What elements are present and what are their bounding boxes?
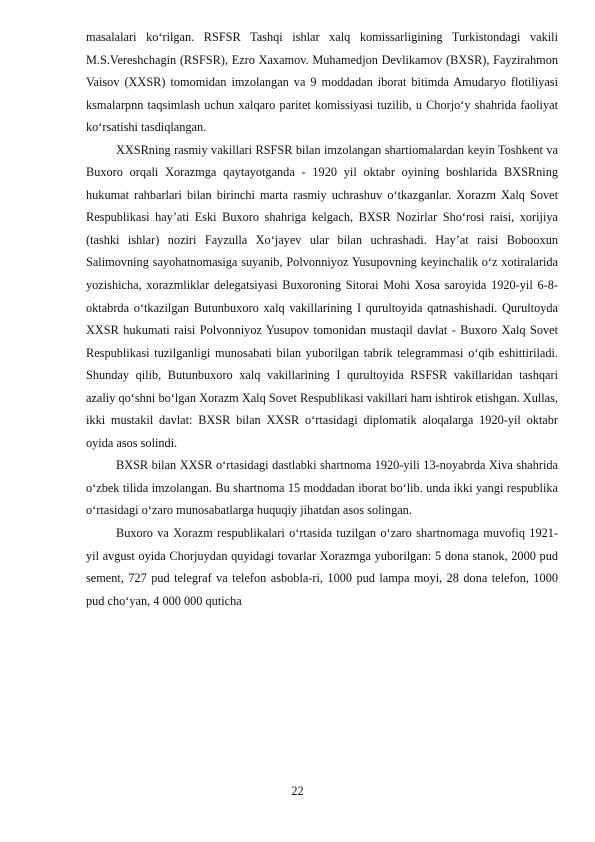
page-number: 22 — [291, 784, 304, 798]
document-page — [86, 26, 558, 612]
paragraph-4: Buxoro va Xorazm respublikalari o‘rtasida tuzilgan o‘zaro shartnomaga muvofiq 1921-yil avgust oyida Chorjuydan quyidagi tovarlar Xorazmga yuborilgan: 5 dona stanok, 2000 pud sement, 727 pud telegraf va telefon asbobla-ri, 1000 pud lampa moyi, 28 dona telefon, 1000 pud cho‘yan, 4 000 000 quticha — [86, 526, 558, 608]
paragraph-1: masalalari ko‘rilgan. RSFSR Tashqi ishlar xalq komissarligining Turkistondagi vakili M.S.Vereshchagin (RSFSR), Ezro Xaxamov. Muhamedjon Devlikamov (BXSR), Fayzirahmon Vaisov (XXSR) tomomidan imzolangan va 9 moddadan iborat bitimda Amudaryo flotiliyasi ksmalarpnn taqsimlash uchun xalqaro paritet komissiyasi tuzilib, u Chorjo‘y shahrida faoliyat ko‘rsatishi tasdiqlangan. — [86, 30, 558, 135]
paragraph-2: XXSRning rasmiy vakillari RSFSR bilan imzolangan shartiomalardan keyin Toshkent va Buxoro orqali Xorazmga qaytayotganda - 1920 yil oktabr oyining boshlarida BXSRning hukumat rahbarlari bilan birinchi marta rasmiy uchrashuv o‘tkazganlar. Xorazm Xalq Sovet Respublikasi hay’ati Eski Buxoro shahriga kelgach, BXSR Nozirlar Sho‘rosi raisi, xorijiya (tashki ishlar) noziri Fayzulla Xo‘jayev ular bilan uchrashadi. Hay’at raisi Bobooxun Salimovning sayohatnomasiga suyanib, Polvonniyoz Yusupovning keyinchalik o‘z xotiralarida yozishicha, xorazmliklar delegatsiyasi Buxoroning Sitorai Mohi Xosa saroyida 1920-yil 6-8-oktabrda o‘tkazilgan Butunbuxoro xalq vakillarining I qurultoyida qatnashishadi. Qurultoyda XXSR hukumati raisi Polvonniyoz Yusupov tomonidan mustaqil davlat - Buxoro Xalq Sovet Respublikasi tuzilganligi munosabati bilan yuborilgan tabrik telegrammasi o‘qib eshittiriladi. Shunday qilib, Butunbuxoro xalq vakillarining I qurultoyida RSFSR vakillaridan tashqari azaliy qo‘shni bo‘lgan Xorazm Xalq Sovet Respublikasi vakillari ham ishtirok etishgan. Xullas, ikki mustakil davlat: BXSR bilan XXSR o‘rtasidagi diplomatik aloqalarga 1920-yil oktabr oyida asos solindi. — [86, 142, 558, 450]
paragraph-3: BXSR bilan XXSR o‘rtasidagi dastlabki shartnoma 1920-yili 13-noyabrda Xiva shahrida o‘zbek tilida imzolangan. Bu shartnoma 15 moddadan iborat bo‘lib. unda ikki yangi respublika o‘rtasidagi o‘zaro munosabatlarga huquqiy jihatdan asos solingan. — [86, 458, 558, 518]
